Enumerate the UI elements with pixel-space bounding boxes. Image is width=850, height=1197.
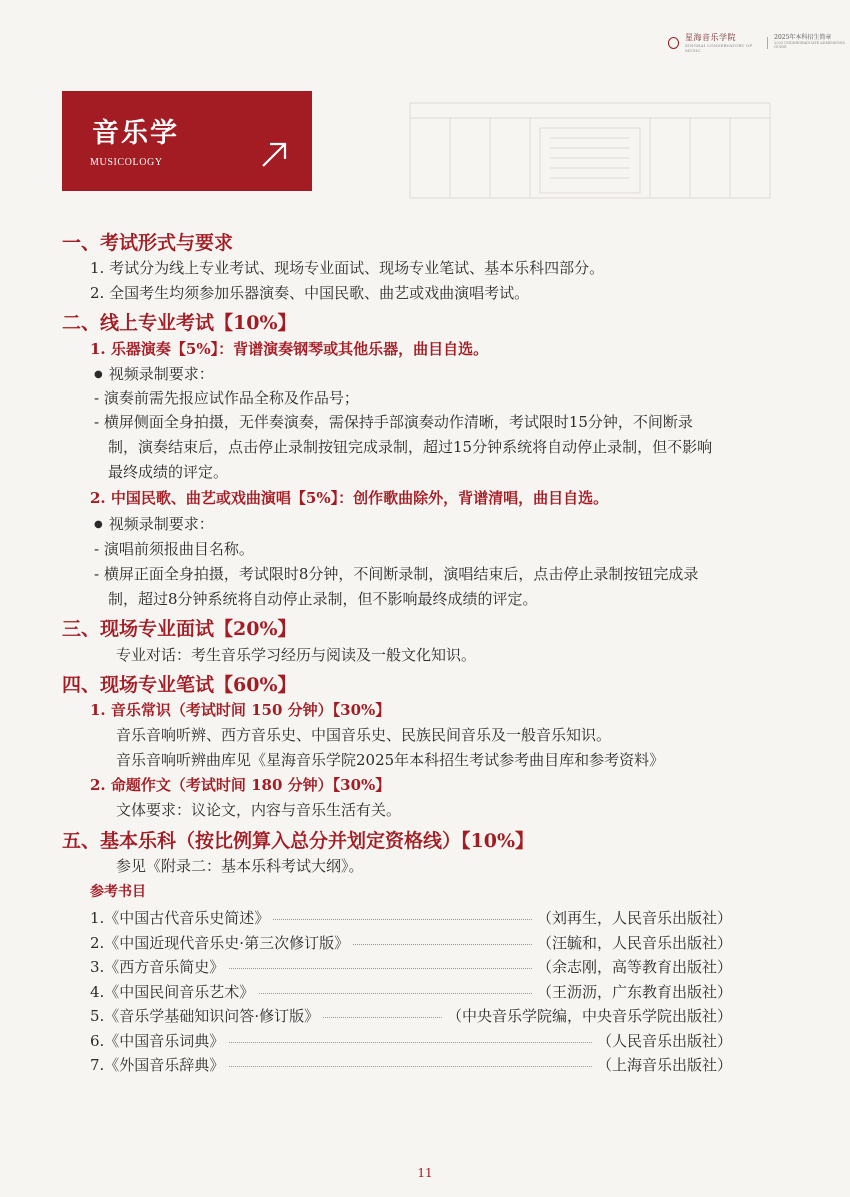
page-number: 11 bbox=[417, 1166, 433, 1180]
reference-publisher: （刘再生，人民音乐出版社） bbox=[533, 906, 732, 930]
section-heading-1: 一、考试形式与要求 bbox=[62, 232, 234, 254]
reference-title: 7.《外国音乐辞典》 bbox=[90, 1053, 228, 1077]
s2-sub1-b2: 制，演奏结束后，点击停止录制按钮完成录制，超过15分钟系统将自动停止录制，但不影响 bbox=[108, 438, 713, 456]
section-heading-2: 二、线上专业考试【10%】 bbox=[62, 312, 297, 334]
building-watermark bbox=[390, 88, 790, 208]
s4-sub-1: 1. 音乐常识（考试时间 150 分钟）【30%】 bbox=[90, 701, 391, 719]
reference-publisher: （上海音乐出版社） bbox=[593, 1053, 732, 1077]
s5-text: 参见《附录二：基本乐科考试大纲》。 bbox=[116, 857, 364, 875]
refs-heading: 参考书目 bbox=[90, 884, 146, 900]
reference-item bbox=[90, 1053, 732, 1077]
s2-sub1-b1: - 横屏侧面全身拍摄，无伴奏演奏，需保持手部演奏动作清晰，考试限时15分钟，不间断录 bbox=[94, 413, 693, 431]
reference-item bbox=[90, 931, 732, 955]
s2-sub2-a: - 演唱前须报曲目名称。 bbox=[94, 540, 254, 558]
reference-item bbox=[90, 1029, 732, 1053]
reference-title: 5.《音乐学基础知识问答·修订版》 bbox=[90, 1004, 323, 1028]
s1-item-1: 1. 考试分为线上专业考试、现场专业面试、现场专业笔试、基本乐科四部分。 bbox=[90, 259, 605, 277]
section-heading-5: 五、基本乐科（按比例算入总分并划定资格线）【10%】 bbox=[62, 830, 534, 852]
reference-item bbox=[90, 906, 732, 930]
s4-sub-2: 2. 命题作文（考试时间 180 分钟）【30%】 bbox=[90, 776, 391, 794]
s1-item-2: 2. 全国考生均须参加乐器演奏、中国民歌、曲艺或戏曲演唱考试。 bbox=[90, 284, 530, 302]
s4-sub1-t1: 音乐音响听辨、西方音乐史、中国音乐史、民族民间音乐及一般音乐知识。 bbox=[116, 726, 612, 744]
s4-sub2-t: 文体要求：议论文，内容与音乐生活有关。 bbox=[116, 801, 402, 819]
s2-sub2-b2: 制，超过8分钟系统将自动停止录制，但不影响最终成绩的评定。 bbox=[108, 590, 538, 608]
banner-title-en: MUSICOLOGY bbox=[90, 157, 163, 168]
logo-emblem-icon bbox=[668, 37, 679, 49]
s2-sub1-b3: 最终成绩的评定。 bbox=[108, 463, 229, 481]
logo-name: 星海音乐学院 bbox=[685, 33, 736, 42]
s2-sub1-a: - 演奏前需先报应试作品全称及作品号； bbox=[94, 389, 359, 407]
reference-title: 6.《中国音乐词典》 bbox=[90, 1029, 228, 1053]
reference-title: 4.《中国民间音乐艺术》 bbox=[90, 980, 258, 1004]
reference-title: 1.《中国古代音乐史简述》 bbox=[90, 906, 273, 930]
s2-sub-1: 1. 乐器演奏【5%】：背谱演奏钢琴或其他乐器，曲目自选。 bbox=[90, 340, 489, 358]
reference-item bbox=[90, 980, 732, 1004]
banner-title-cn: 音乐学 bbox=[92, 118, 179, 149]
header-divider bbox=[767, 37, 768, 49]
s4-sub1-t2: 音乐音响听辨曲库见《星海音乐学院2025年本科招生考试参考曲目库和参考资料》 bbox=[116, 751, 665, 769]
header-subtitle: 2025 UNDERGRADUATE ADMISSIONS GUIDE bbox=[774, 40, 845, 49]
arrow-up-right-icon bbox=[260, 141, 288, 169]
reference-publisher: （中央音乐学院编，中央音乐学院出版社） bbox=[443, 1004, 732, 1028]
s2-sub1-req: ● 视频录制要求： bbox=[94, 362, 214, 389]
header-title: 2025年本科招生简章 bbox=[774, 34, 832, 42]
s2-sub2-b1: - 横屏正面全身拍摄，考试限时8分钟，不间断录制，演唱结束后，点击停止录制按钮完成录 bbox=[94, 565, 699, 583]
s2-sub2-req: ● 视频录制要求： bbox=[94, 512, 214, 539]
reference-title: 2.《中国近现代音乐史·第三次修订版》 bbox=[90, 931, 353, 955]
reference-publisher: （王沥沥，广东教育出版社） bbox=[533, 980, 732, 1004]
s2-sub-2: 2. 中国民歌、曲艺或戏曲演唱【5%】：创作歌曲除外，背谱清唱，曲目自选。 bbox=[90, 489, 609, 507]
logo-subtitle: XINGHAI CONSERVATORY OF MUSIC bbox=[685, 43, 753, 53]
header-logo bbox=[668, 32, 850, 53]
section-banner bbox=[62, 91, 312, 191]
section-heading-4: 四、现场专业笔试【60%】 bbox=[62, 674, 297, 696]
reference-item bbox=[90, 1004, 732, 1028]
s3-text: 专业对话：考生音乐学习经历与阅读及一般文化知识。 bbox=[116, 646, 477, 664]
reference-publisher: （汪毓和，人民音乐出版社） bbox=[533, 931, 732, 955]
section-heading-3: 三、现场专业面试【20%】 bbox=[62, 618, 297, 640]
reference-publisher: （人民音乐出版社） bbox=[593, 1029, 732, 1053]
reference-publisher: （余志刚，高等教育出版社） bbox=[533, 955, 732, 979]
reference-item bbox=[90, 955, 732, 979]
reference-title: 3.《西方音乐简史》 bbox=[90, 955, 228, 979]
